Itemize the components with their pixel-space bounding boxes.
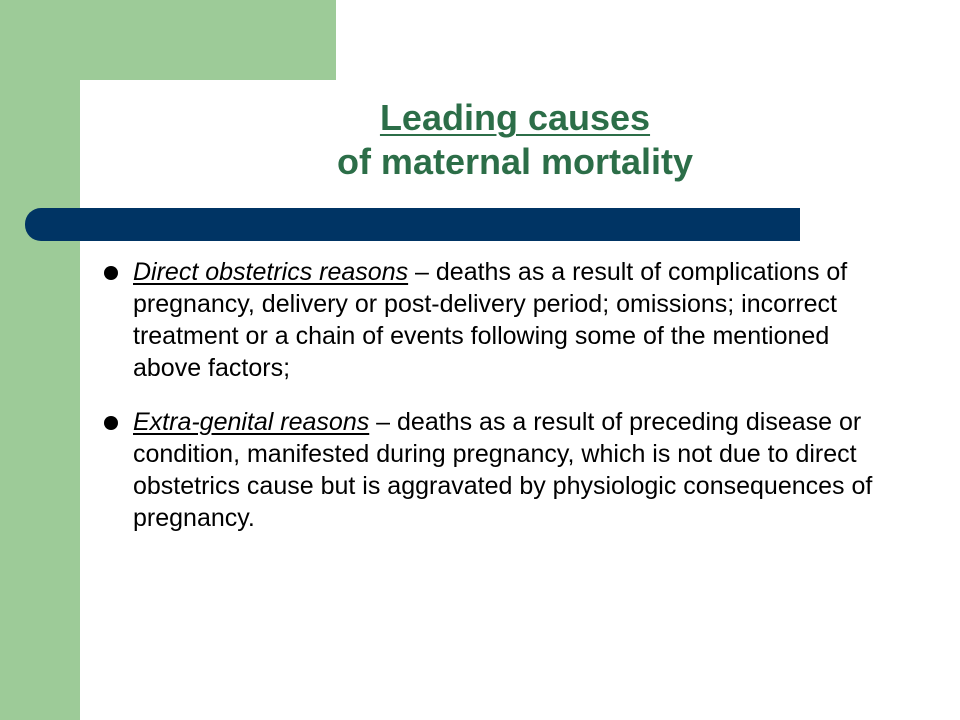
slide-title [130,96,900,184]
bullet-text: – deaths as a result of complications of pregnancy, delivery or post-delivery period; omissions; incorrect treatment or a chain of events following some of the mentioned above factors; [133,258,848,382]
bullet-item-extra-genital [103,406,883,534]
bullet-text: – deaths as a result of preceding disease or condition, manifested during pregnancy, which is not due to direct obstetrics cause but is aggravated by physiologic consequences of pregnancy. [133,408,873,532]
bullet-dot-icon [104,416,118,430]
title-divider-bar [25,208,800,241]
bullet-term: Extra-genital reasons [133,408,370,436]
left-green-strip [0,0,80,720]
bullet-list [103,256,883,556]
title-line-1: Leading causes [379,97,651,138]
top-green-band [0,0,336,80]
title-line-2: of maternal mortality [336,141,694,182]
bullet-item-direct-obstetrics [103,256,883,384]
bullet-dot-icon [104,266,118,280]
bullet-term: Direct obstetrics reasons [133,258,409,286]
